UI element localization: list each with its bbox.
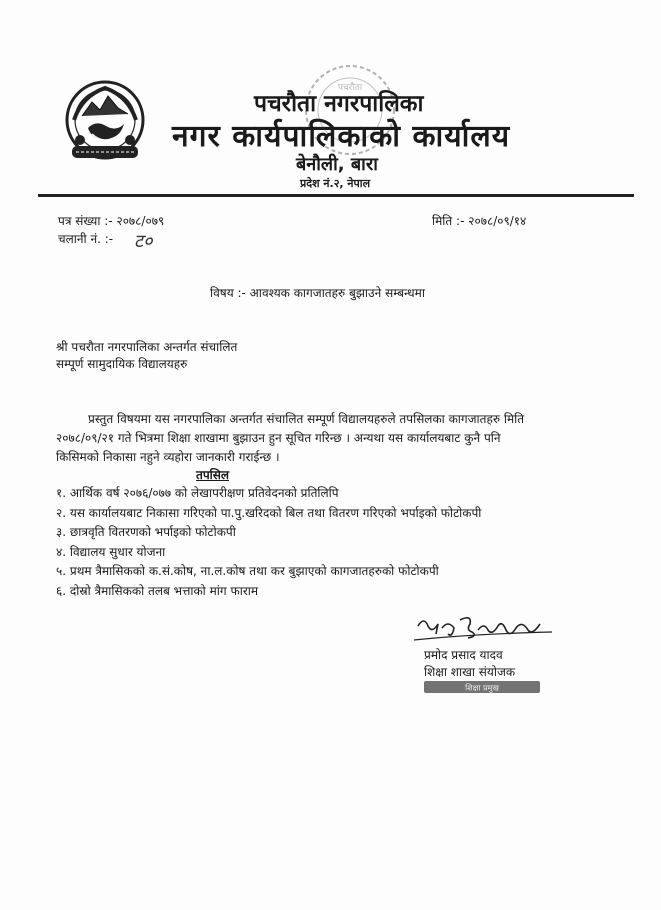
- body-line-1: प्रस्तुत विषयमा यस नगरपालिका अन्तर्गत संचालित सम्पूर्ण विद्यालयहरुले तपसिलका कागजातहरु मिति: [88, 412, 525, 426]
- body-line-3: किसिमको निकासा नहुने व्यहोरा जानकारी गराईन्छ ।: [56, 450, 280, 464]
- office-name: नगर कार्यपालिकाको कार्यालय: [172, 119, 511, 154]
- signatory-name: प्रमोद प्रसाद यादव: [424, 648, 503, 662]
- list-item: २. यस कार्यालयबाट निकासा गरिएको पा.पु.खरिदको बिल तथा वितरण गरिएको भर्पाइको फोटोकपी: [56, 505, 482, 520]
- list-item: १. आर्थिक वर्ष २०७६/०७७ को लेखापरीक्षण प्रतिवेदनको प्रतिलिपि: [56, 486, 339, 500]
- official-seal-strip: [424, 680, 540, 694]
- dispatch-number-label: चलानी नं. :-: [58, 232, 114, 246]
- list-item: ३. छात्रवृति वितरणको भर्पाइको फोटोकपी: [56, 525, 236, 539]
- letter-number: पत्र संख्या :- २०७८/०७९: [58, 214, 165, 228]
- body-line-2: २०७८/०९/२१ गते भित्रमा शिक्षा शाखामा बुझाउन हुन सूचित गरिन्छ । अन्यथा यस कार्यालयबाट कुनै पनि: [56, 431, 501, 445]
- office-province: प्रदेश नं.२, नेपाल: [300, 177, 371, 190]
- seal-text: शिक्षा प्रमुख: [465, 683, 499, 693]
- recipient-line-1: श्री पचरौता नगरपालिका अन्तर्गत संचालित: [56, 340, 238, 354]
- handwritten-dispatch-number: [132, 229, 178, 253]
- letter-date: मिति :- २०७८/०९/१४: [432, 214, 527, 228]
- list-item: ४. विद्यालय सुधार योजना: [56, 544, 166, 559]
- handwritten-signature: [412, 612, 556, 646]
- letter-subject: विषय :- आवश्यक कागजातहरु बुझाउने सम्बन्धमा: [210, 286, 425, 300]
- office-location: बेनौली, बारा: [296, 154, 378, 175]
- municipality-name: पचरौता नगरपालिका: [254, 91, 424, 117]
- list-item: ६. दोस्रो त्रैमासिकको तलब भत्ताको मांग फाराम: [56, 583, 259, 598]
- header-divider: [38, 194, 634, 197]
- stamp-text: पचरौता: [337, 83, 363, 93]
- nepal-emblem-icon: [62, 76, 148, 168]
- list-item: ५. प्रथम त्रैमासिकको क.सं.कोष, ना.ल.कोष तथा कर बुझाएको कागजातहरुको फोटोकपी: [56, 564, 439, 578]
- dispatch-handwritten-text: ट०: [134, 231, 153, 252]
- document-list: [56, 484, 481, 601]
- recipient-line-2: सम्पूर्ण सामुदायिक विद्यालयहरु: [56, 357, 188, 371]
- signatory-title: शिक्षा शाखा संयोजक: [424, 665, 516, 679]
- list-heading: तपसिल: [196, 468, 230, 482]
